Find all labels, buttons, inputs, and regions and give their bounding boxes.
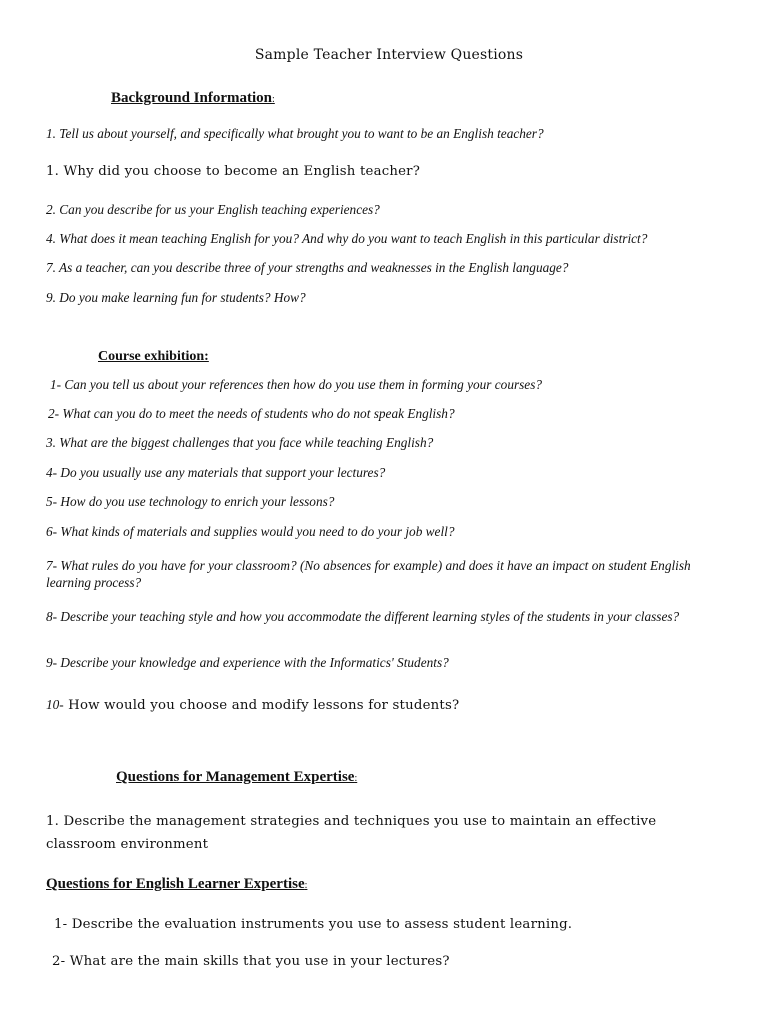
question-item: 10- How would you choose and modify lessons for students?	[46, 697, 460, 713]
question-item: 4- Do you usually use any materials that support your lectures?	[46, 465, 386, 480]
question-item: 3. What are the biggest challenges that you face while teaching English?	[46, 435, 434, 450]
question-item: 2. Can you describe for us your English teaching experiences?	[46, 202, 380, 217]
question-item: 9- Describe your knowledge and experience with the Informatics' Students?	[46, 655, 449, 670]
question-item: 1. Tell us about yourself, and specifically what brought you to want to be an English teacher?	[46, 126, 544, 141]
question-item: 2- What are the main skills that you use in your lectures?	[52, 954, 450, 969]
question-item: 1- Can you tell us about your references then how do you use them in forming your courses?	[50, 377, 543, 392]
section-heading-english-learner-expertise: Questions for English Learner Expertise:	[46, 876, 308, 892]
section-heading-management-expertise: Questions for Management Expertise:	[116, 769, 358, 785]
question-item: 1- Describe the evaluation instruments you use to assess student learning.	[54, 917, 573, 932]
question-item: 6- What kinds of materials and supplies would you need to do your job well?	[46, 524, 455, 539]
question-item: 8- Describe your teaching style and how you accommodate the different learning styles of the students in your classes?	[46, 609, 680, 624]
section-heading-background: Background Information:	[111, 90, 275, 106]
question-item: 4. What does it mean teaching English for you? And why do you want to teach English in this particular district?	[46, 231, 648, 246]
question-item: 1. Describe the management strategies and techniques you use to maintain an effective classroom environment	[46, 814, 657, 852]
question-item: 2- What can you do to meet the needs of students who do not speak English?	[48, 406, 455, 421]
question-item: 7- What rules do you have for your classroom? (No absences for example) and does it have an impact on student English learning process?	[46, 558, 691, 590]
question-item: 9. Do you make learning fun for students? How?	[46, 290, 306, 305]
section-heading-course-exhibition: Course exhibition:	[98, 349, 209, 364]
question-item: 5- How do you use technology to enrich your lessons?	[46, 494, 335, 509]
question-item: 1. Why did you choose to become an English teacher?	[46, 164, 421, 179]
document-title: Sample Teacher Interview Questions	[254, 47, 524, 63]
question-item: 7. As a teacher, can you describe three of your strengths and weaknesses in the English language?	[46, 260, 569, 275]
